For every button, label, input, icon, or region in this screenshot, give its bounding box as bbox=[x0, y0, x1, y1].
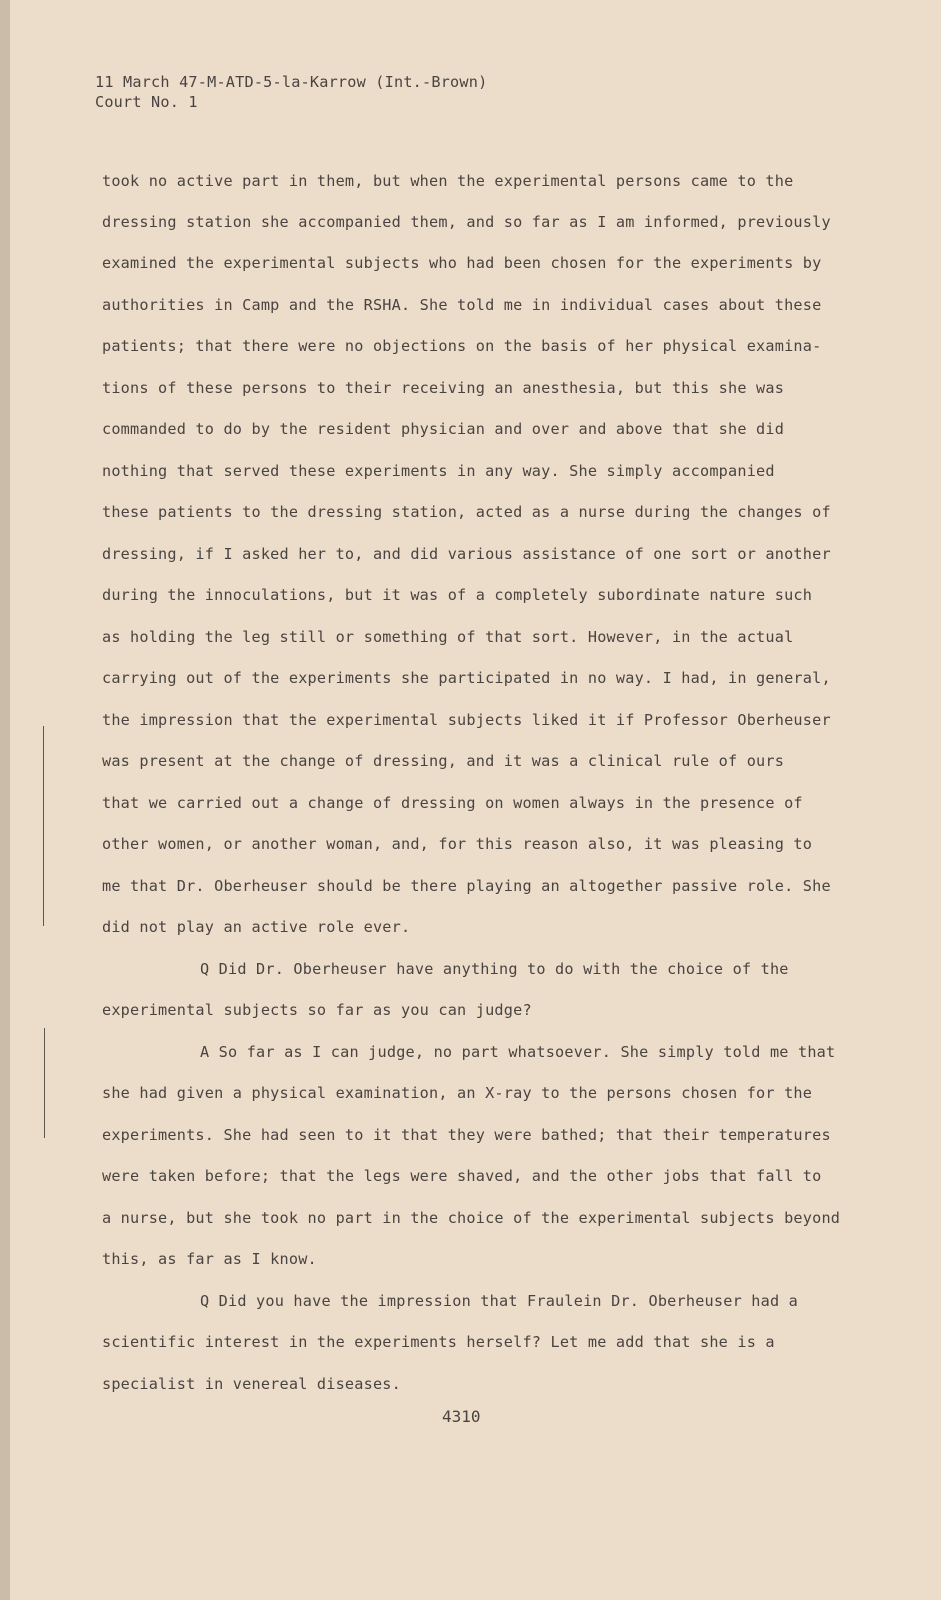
body-line-19: did not play an active role ever. bbox=[102, 918, 411, 936]
body-line-2: dressing station she accompanied them, and so far as I am informed, previously bbox=[102, 213, 831, 231]
body-line-25: were taken before; that the legs were shaved, and the other jobs that fall to bbox=[102, 1167, 822, 1185]
body-line-7: commanded to do by the resident physician and over and above that she did bbox=[102, 420, 785, 438]
body-line-21: experimental subjects so far as you can judge? bbox=[102, 1001, 532, 1019]
body-line-29: scientific interest in the experiments herself? Let me add that she is a bbox=[102, 1333, 775, 1351]
margin-line-mark bbox=[43, 726, 44, 926]
question-line-2: Q Did you have the impression that Fraulein Dr. Oberheuser had a bbox=[200, 1292, 798, 1310]
page-number: 4310 bbox=[442, 1407, 481, 1426]
body-line-8: nothing that served these experiments in any way. She simply accompanied bbox=[102, 462, 775, 480]
body-line-17: other women, or another woman, and, for this reason also, it was pleasing to bbox=[102, 835, 813, 853]
header-line-2: Court No. 1 bbox=[95, 93, 198, 111]
body-line-14: the impression that the experimental subjects liked it if Professor Oberheuser bbox=[102, 711, 831, 729]
body-line-11: during the innoculations, but it was of a completely subordinate nature such bbox=[102, 586, 813, 604]
body-line-4: authorities in Camp and the RSHA. She told me in individual cases about these bbox=[102, 296, 822, 314]
answer-line-1: A So far as I can judge, no part whatsoever. She simply told me that bbox=[200, 1043, 836, 1061]
body-line-9: these patients to the dressing station, acted as a nurse during the changes of bbox=[102, 503, 831, 521]
body-line-30: specialist in venereal diseases. bbox=[102, 1375, 401, 1393]
body-line-13: carrying out of the experiments she participated in no way. I had, in general, bbox=[102, 669, 831, 687]
body-line-10: dressing, if I asked her to, and did various assistance of one sort or another bbox=[102, 545, 831, 563]
body-line-3: examined the experimental subjects who had been chosen for the experiments by bbox=[102, 254, 822, 272]
body-line-18: me that Dr. Oberheuser should be there playing an altogether passive role. She bbox=[102, 877, 831, 895]
body-line-15: was present at the change of dressing, and it was a clinical rule of ours bbox=[102, 752, 785, 770]
margin-line-mark bbox=[44, 1028, 45, 1138]
body-line-6: tions of these persons to their receiving an anesthesia, but this she was bbox=[102, 379, 785, 397]
body-line-26: a nurse, but she took no part in the choice of the experimental subjects beyond bbox=[102, 1209, 841, 1227]
body-line-24: experiments. She had seen to it that they were bathed; that their temperatures bbox=[102, 1126, 831, 1144]
question-line-1: Q Did Dr. Oberheuser have anything to do with the choice of the bbox=[200, 960, 789, 978]
body-line-16: that we carried out a change of dressing on women always in the presence of bbox=[102, 794, 803, 812]
body-line-23: she had given a physical examination, an X-ray to the persons chosen for the bbox=[102, 1084, 813, 1102]
body-line-27: this, as far as I know. bbox=[102, 1250, 317, 1268]
body-line-1: took no active part in them, but when the experimental persons came to the bbox=[102, 172, 794, 190]
body-line-5: patients; that there were no objections on the basis of her physical examina- bbox=[102, 337, 822, 355]
body-line-12: as holding the leg still or something of that sort. However, in the actual bbox=[102, 628, 794, 646]
header-line-1: 11 March 47-M-ATD-5-la-Karrow (Int.-Brown) bbox=[95, 73, 488, 91]
